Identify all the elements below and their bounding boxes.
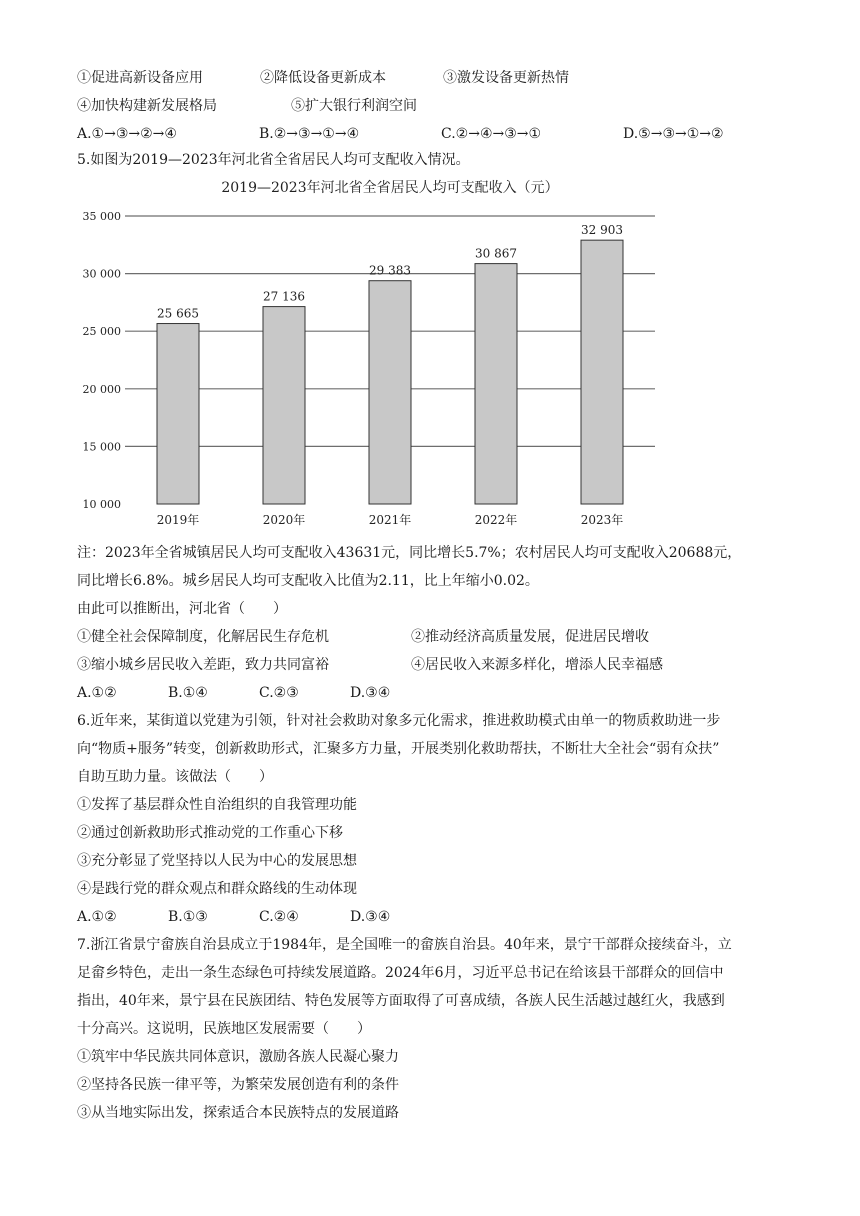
q5-item-2: ②推动经济高质量发展，促进居民增收	[411, 629, 649, 645]
q7-item-2: ②坚持各民族一律平等，为繁荣发展创造有利的条件	[77, 1077, 399, 1093]
chart-x-axis	[157, 512, 624, 527]
q7-item-3: ③从当地实际出发，探索适合本民族特点的发展道路	[77, 1105, 399, 1121]
x-tick-label: 2021年	[368, 513, 412, 527]
bar	[475, 264, 517, 504]
y-tick-label: 10 000	[82, 498, 121, 511]
q6-option-d: D.③④	[350, 909, 391, 925]
q5-options	[77, 683, 837, 703]
q6-stem-line1: 6.近年来，某街道以党建为引领，针对社会救助对象多元化需求，推进救助模式由单一的物质救助进一步	[77, 713, 721, 729]
q6-item-4: ④是践行党的群众观点和群众路线的生动体现	[77, 881, 357, 897]
y-tick-label: 25 000	[82, 325, 121, 339]
q4-item-1: ①促进高新设备应用	[77, 70, 203, 86]
q5-item-1: ①健全社会保障制度，化解居民生存危机	[77, 629, 329, 645]
q6-item-1: ①发挥了基层群众性自治组织的自我管理功能	[77, 797, 357, 813]
bar-value-label: 32 903	[581, 223, 623, 238]
q4-option-c: C.②→④→③→①	[441, 126, 542, 142]
chart-title: 2019—2023年河北省全省居民人均可支配收入（元）	[221, 180, 559, 196]
y-tick-label: 15 000	[82, 440, 121, 454]
q4-items-row2	[77, 96, 837, 116]
q5-option-c: C.②③	[259, 685, 299, 701]
q5-prompt: 由此可以推断出，河北省（ ）	[77, 601, 287, 617]
bar	[581, 240, 623, 504]
q4-option-d: D.⑤→③→①→②	[623, 126, 724, 142]
q6-option-b: B.①③	[168, 909, 208, 925]
q4-option-b: B.②→③→①→④	[259, 126, 360, 142]
chart-bars	[157, 240, 623, 504]
q6-item-3: ③充分彰显了党坚持以人民为中心的发展思想	[77, 853, 357, 869]
q7-stem-line4: 十分高兴。这说明，民族地区发展需要（ ）	[77, 1021, 371, 1037]
q4-item-5: ⑤扩大银行利润空间	[291, 98, 417, 114]
y-tick-label: 30 000	[82, 267, 121, 281]
q4-items-row1	[77, 68, 837, 88]
q6-option-c: C.②④	[259, 909, 299, 925]
x-tick-label: 2023年	[580, 513, 624, 527]
q6-stem-line2: 向“物质+服务”转变，创新救助形式，汇聚多方力量，开展类别化救助帮扶，不断壮大全社会“弱有众扶”	[77, 741, 720, 757]
bar	[369, 281, 411, 504]
x-tick-label: 2022年	[474, 513, 518, 527]
q7-stem-line2: 足畲乡特色，走出一条生态绿色可持续发展道路。2024年6月，习近平总书记在给该县干部群众的回信中	[77, 965, 724, 981]
bar-value-label: 29 383	[369, 263, 411, 278]
x-tick-label: 2019年	[156, 513, 200, 527]
chart-y-axis	[83, 210, 122, 511]
q7-stem-line3: 指出，40年来，景宁县在民族团结、特色发展等方面取得了可喜成绩，各族人民生活越过越红火，我感到	[77, 993, 725, 1009]
q6-stem-line3: 自助互助力量。该做法（ ）	[77, 769, 273, 785]
q5-item-3: ③缩小城乡居民收入差距，致力共同富裕	[77, 657, 329, 673]
q5-option-d: D.③④	[350, 685, 391, 701]
q5-note-line2: 同比增长6.8%。城乡居民人均可支配收入比值为2.11，比上年缩小0.02。	[77, 573, 539, 589]
bar-value-label: 30 867	[475, 246, 517, 261]
income-bar-chart	[70, 180, 670, 530]
q6-item-2: ②通过创新救助形式推动党的工作重心下移	[77, 825, 343, 841]
q7-stem-line1: 7.浙江省景宁畲族自治县成立于1984年，是全国唯一的畲族自治县。40年来，景宁干部群众接续奋斗，立	[77, 937, 732, 953]
x-tick-label: 2020年	[262, 513, 306, 527]
bar-value-label: 27 136	[263, 289, 305, 304]
y-tick-label: 35 000	[82, 210, 121, 223]
q4-options	[77, 124, 837, 144]
y-tick-label: 20 000	[82, 382, 121, 396]
q5-stem: 5.如图为2019—2023年河北省全省居民人均可支配收入情况。	[77, 152, 470, 168]
q4-item-3: ③激发设备更新热情	[443, 70, 569, 86]
q5-items-row1	[77, 627, 837, 647]
q4-option-a: A.①→③→②→④	[77, 126, 177, 142]
q7-item-1: ①筑牢中华民族共同体意识，激励各族人民凝心聚力	[77, 1049, 399, 1065]
q5-option-b: B.①④	[168, 685, 208, 701]
q5-note-line1: 注：2023年全省城镇居民人均可支配收入43631元，同比增长5.7%；农村居民人均可支配收入20688元，	[77, 545, 742, 561]
q5-item-4: ④居民收入来源多样化，增添人民幸福感	[411, 657, 663, 673]
q4-item-4: ④加快构建新发展格局	[77, 98, 217, 114]
q5-option-a: A.①②	[77, 685, 117, 701]
q6-options	[77, 907, 837, 927]
q4-item-2: ②降低设备更新成本	[260, 70, 386, 86]
bar	[157, 324, 199, 504]
bar	[263, 307, 305, 504]
q5-items-row2	[77, 655, 837, 675]
q6-option-a: A.①②	[77, 909, 117, 925]
bar-value-label: 25 665	[157, 306, 199, 321]
